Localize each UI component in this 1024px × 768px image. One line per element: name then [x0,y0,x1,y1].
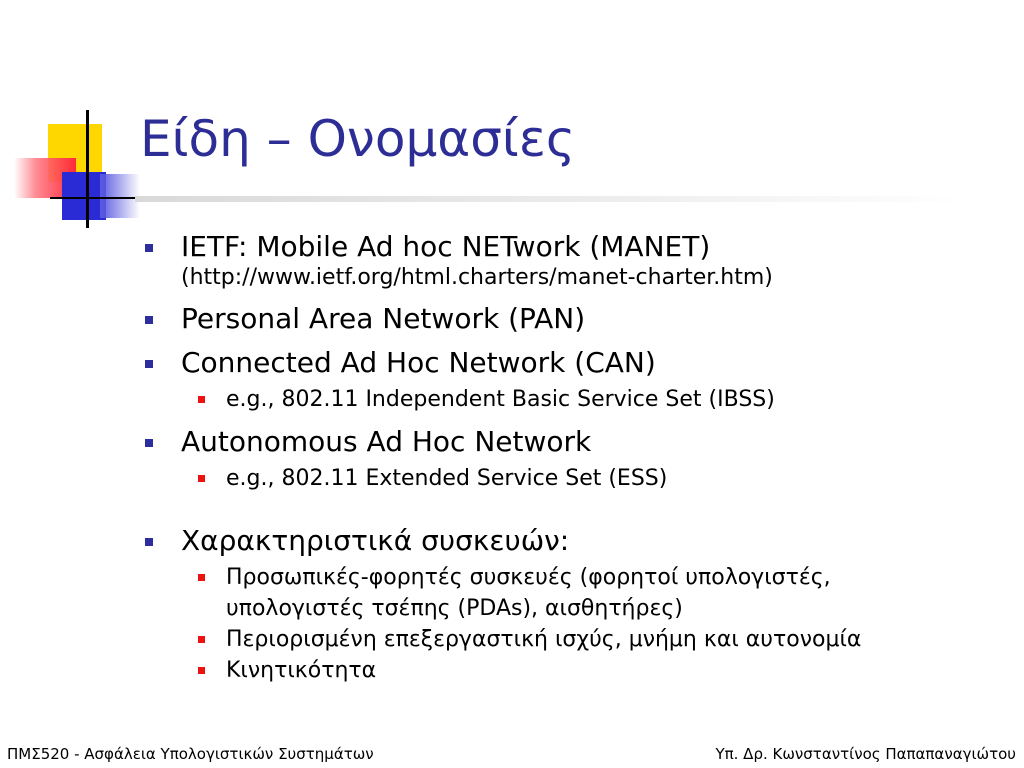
sublist-item [140,562,1000,624]
footer-author: Υπ. Δρ. Κωνσταντίνος Παπαπαναγιώτου [715,745,1016,763]
square-bullet-icon [145,538,153,546]
decorative-vertical-line [86,110,89,228]
square-bullet-icon [145,439,153,447]
square-bullet-icon [145,244,153,252]
red-square-bullet-icon [198,667,205,674]
red-square-bullet-icon [198,475,205,482]
sublist-item [140,463,1000,494]
title-underline [135,196,965,202]
list-item-device-characteristics [140,524,1000,686]
sublist-item-text: Κινητικότητα [226,658,377,683]
list-item-manet [140,230,1000,292]
slide-title: Είδη – Ονομασίες [140,110,576,168]
list-item-autonomous [140,425,1000,494]
list-item-text: IETF: Mobile Ad hoc NETwork (MANET) [181,230,711,263]
square-bullet-icon [145,360,153,368]
red-square-bullet-icon [198,636,205,643]
sublist-item-text: e.g., 802.11 Extended Service Set (ESS) [226,466,668,491]
red-square-bullet-icon [198,396,205,403]
decorative-blue-fade [100,174,140,218]
sublist [181,463,1000,494]
sublist [181,384,1000,415]
sublist-item [140,384,1000,415]
list-item-text: Autonomous Ad Hoc Network [181,425,592,458]
spacer [140,504,1000,524]
sublist-item-text-continued: υπολογιστές τσέπης (PDAs), αισθητήρες) [226,596,683,621]
sublist-item [140,624,1000,655]
sublist-item [140,655,1000,686]
list-item-can [140,346,1000,415]
manet-url-note: (http://www.ietf.org/html.charters/manet-charter.htm) [181,265,773,290]
bullet-list [140,230,1000,696]
sublist-item-text: Προσωπικές-φορητές συσκευές (φορητοί υπολογιστές, [226,565,831,590]
sublist-item-text: Περιορισμένη επεξεργαστική ισχύς, μνήμη και αυτονομία [226,627,862,652]
list-item-text: Connected Ad Hoc Network (CAN) [181,346,656,379]
red-square-bullet-icon [198,574,205,581]
sublist-item-text: e.g., 802.11 Independent Basic Service Set (IBSS) [226,387,775,412]
footer-course: ΠΜΣ520 - Ασφάλεια Υπολογιστικών Συστημάτων [7,745,374,763]
square-bullet-icon [145,316,153,324]
list-item-pan [140,302,1000,336]
sublist [181,562,1000,686]
list-item-text: Personal Area Network (PAN) [181,302,586,335]
list-item-text: Χαρακτηριστικά συσκευών: [181,524,570,557]
